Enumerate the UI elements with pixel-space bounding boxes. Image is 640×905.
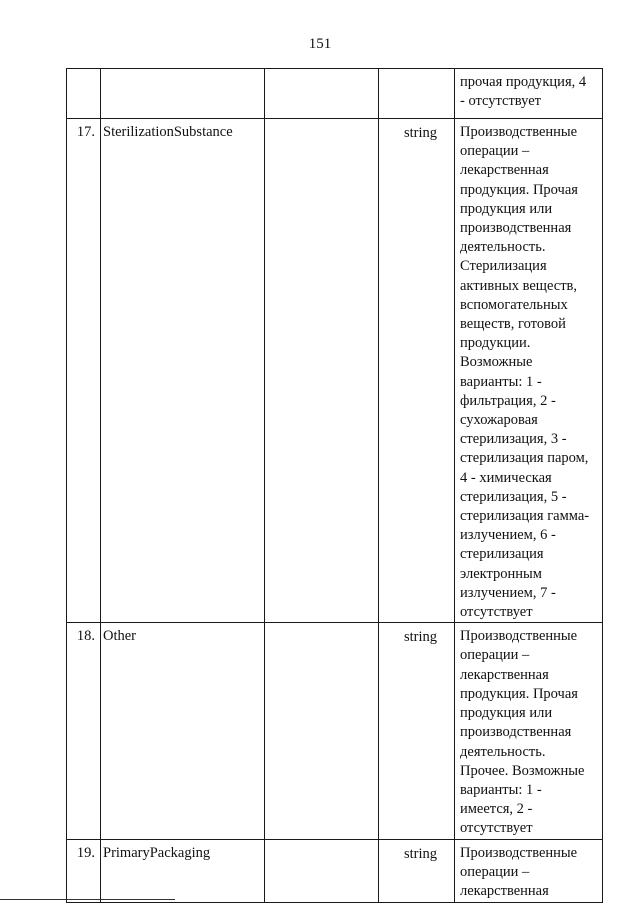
field-type-cell: string bbox=[379, 839, 455, 902]
field-type-cell: string bbox=[379, 119, 455, 623]
table-row bbox=[67, 119, 603, 623]
field-description-cell bbox=[455, 623, 603, 839]
row-number-cell: 17. bbox=[67, 119, 101, 623]
field-name-cell bbox=[101, 69, 265, 119]
empty-cell bbox=[265, 119, 379, 623]
field-description-text: Производственные операции – лекарственная продукция. Прочая продукция или производственная деятельность. Стерилизация активных веществ, вспомогательных веществ, готовой продукции. Возможные варианты: 1 - фильтрация, 2 - сухожаровая стерилизация, 3 - стерилизация паром, 4 - химическая стерилизация, 5 - стерилизация гамма- излучением, 6 - стерилизация электронным излучением, 7 - отсутствует bbox=[460, 124, 590, 621]
page-bottom-rule bbox=[0, 899, 175, 900]
field-description-cell bbox=[455, 69, 603, 119]
empty-cell bbox=[265, 69, 379, 119]
field-type-cell bbox=[379, 69, 455, 119]
field-description-text: прочая продукция, 4 - отсутствует bbox=[460, 74, 587, 110]
table-row bbox=[67, 623, 603, 839]
empty-cell bbox=[265, 623, 379, 839]
row-number-cell: 18. bbox=[67, 623, 101, 839]
field-description-cell bbox=[455, 119, 603, 623]
table-row bbox=[67, 69, 603, 119]
field-description-cell bbox=[455, 839, 603, 902]
field-type-cell: string bbox=[379, 623, 455, 839]
table-row bbox=[67, 839, 603, 902]
field-name-cell: PrimaryPackaging bbox=[101, 839, 265, 902]
page-number: 151 bbox=[308, 36, 332, 52]
empty-cell bbox=[265, 839, 379, 902]
row-number-cell bbox=[67, 69, 101, 119]
field-description-text: Производственные операции – лекарственная продукция. Прочая продукция или производственная деятельность. Прочее. Возможные варианты: 1 - имеется, 2 - отсутствует bbox=[460, 628, 585, 837]
field-name-cell: Other bbox=[101, 623, 265, 839]
specification-table bbox=[66, 68, 603, 903]
field-name-cell: SterilizationSubstance bbox=[101, 119, 265, 623]
field-description-text: Производственные операции – лекарственная bbox=[460, 844, 578, 899]
row-number-cell: 19. bbox=[67, 839, 101, 902]
